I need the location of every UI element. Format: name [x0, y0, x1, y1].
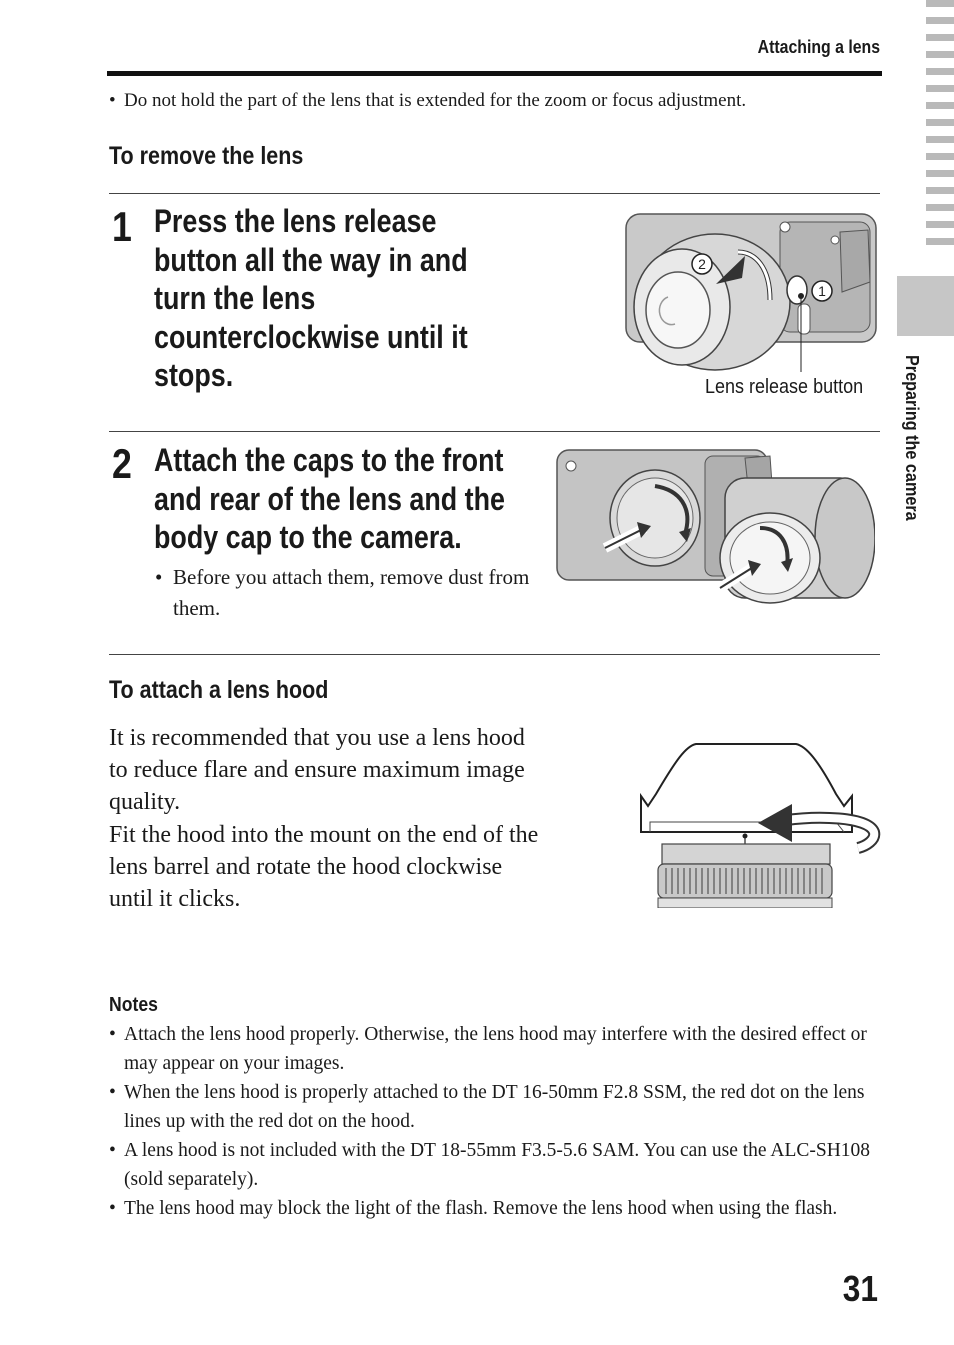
lens-release-button-caption: Lens release button: [705, 376, 864, 398]
step-2-number: 2: [112, 440, 132, 487]
bullet-dot: •: [109, 1140, 116, 1161]
caps-attachment-illustration: [555, 448, 875, 608]
remove-lens-heading: To remove the lens: [109, 142, 304, 170]
step-1-number: 1: [112, 203, 132, 250]
section-divider-2: [109, 654, 880, 655]
bullet-dot: •: [155, 565, 163, 589]
notes-heading: Notes: [109, 994, 158, 1016]
side-tab-label-text: Preparing the camera: [902, 355, 922, 521]
intro-bullet: [109, 86, 884, 115]
notes-list: [109, 1020, 884, 1223]
bullet-dot: •: [109, 1198, 116, 1219]
bullet-dot: •: [109, 1024, 116, 1045]
lens-hood-paragraph-2: Fit the hood into the mount on the end of the lens barrel and rotate the hood clockwise until it clicks.: [109, 822, 539, 913]
header-rule: [107, 71, 882, 76]
lens-hood-heading: To attach a lens hood: [109, 676, 329, 704]
note-text: The lens hood may block the light of the flash. Remove the lens hood when using the flash.: [124, 1198, 838, 1219]
running-header: Attaching a lens: [757, 37, 880, 57]
step-divider: [109, 431, 880, 432]
side-tab-marker: [897, 276, 954, 336]
section-divider: [109, 193, 880, 194]
side-tab-label: [898, 355, 924, 575]
marker-1: 1: [818, 283, 826, 299]
note-item: [109, 1020, 884, 1078]
bullet-dot: •: [109, 1082, 116, 1103]
note-text: A lens hood is not included with the DT 18-55mm F3.5-5.6 SAM. You can use the ALC-SH108 (sold separately).: [124, 1140, 871, 1190]
lens-hood-illustration: [636, 740, 881, 908]
marker-2: 2: [698, 256, 706, 272]
lens-hood-paragraph-1: It is recommended that you use a lens hood to reduce flare and ensure maximum image quality.: [109, 725, 525, 816]
note-text: When the lens hood is properly attached to the DT 16-50mm F2.8 SSM, the red dot on the lens lines up with the red dot on the hood.: [124, 1082, 865, 1132]
note-item: [109, 1136, 884, 1194]
side-tab-stripes: [926, 0, 954, 255]
step-2-bullet-text: Before you attach them, remove dust from them.: [173, 565, 530, 620]
bullet-dot: •: [109, 90, 116, 111]
note-item: [109, 1194, 884, 1223]
step-2-bullet: [155, 562, 535, 624]
note-item: [109, 1078, 884, 1136]
step-2-text: Attach the caps to the front and rear of the lens and the body cap to the camera.: [154, 442, 506, 555]
intro-bullet-text: Do not hold the part of the lens that is extended for the zoom or focus adjustment.: [124, 90, 747, 111]
lens-removal-illustration: [620, 212, 880, 372]
page-number: 31: [842, 1268, 878, 1309]
note-text: Attach the lens hood properly. Otherwise, the lens hood may interfere with the desired effect or may appear on your images.: [124, 1024, 867, 1074]
step-1-text: Press the lens release button all the way in and turn the lens counterclockwise until it stops.: [154, 203, 468, 393]
